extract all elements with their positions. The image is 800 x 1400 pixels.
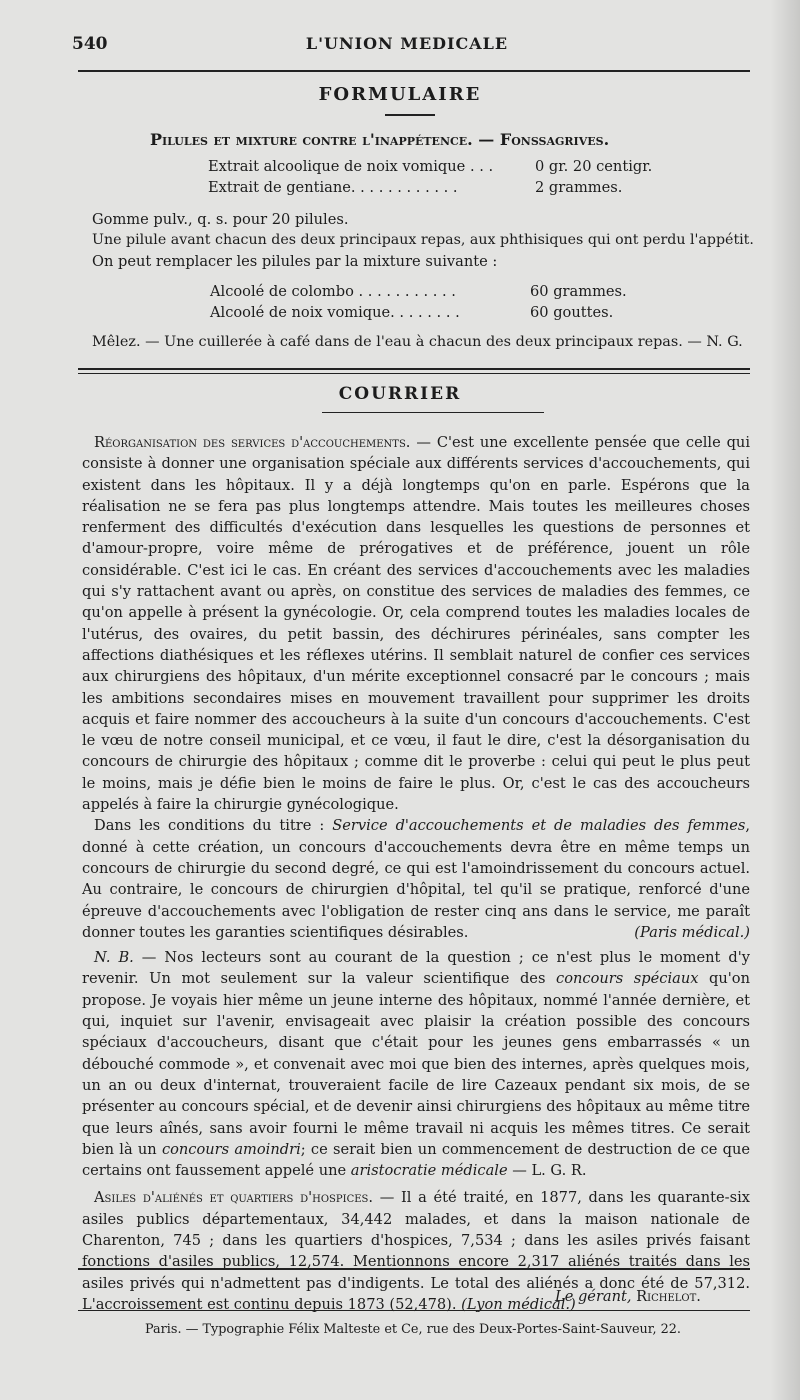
footer-rule-top bbox=[78, 1268, 750, 1270]
recipe1-ingredient: Extrait alcoolique de noix vomique . . . bbox=[208, 158, 494, 175]
asiles-heading: Asiles d'aliénés et quartiers d'hospices. bbox=[94, 1189, 374, 1207]
service-title: Service d'accouchements et de maladies des femmes bbox=[332, 817, 746, 835]
concours-speciaux: concours spéciaux bbox=[556, 970, 699, 988]
section-double-rule-bottom bbox=[78, 373, 750, 374]
pilule-line: Une pilule avant chacun des deux principaux repas, aux phthisiques qui ont perdu l'appétit. bbox=[92, 232, 754, 248]
paragraph-nb bbox=[82, 947, 750, 1181]
recipe1-line-1 bbox=[208, 158, 493, 175]
journal-title: L'UNION MEDICALE bbox=[305, 34, 509, 53]
reorganisation-text: — C'est une excellente pensée que celle qui consiste à donner une organisation spéciale aux différents services d'accouchements, qui existent dans les hôpitaux. Il y a déjà longtemps qu'on en parle. Espérons que la réalisation ne se fera pas plus longtemps attendre. Mais toutes les meilleures choses renferment des difficultés d'exécution dans lesquelles les questions de personnes et d'amour-propre, voire même de prérogatives et de préférence, jouent un rôle considérable. C'est ici le cas. En créant des services d'accouchements avec les maladies qui s'y rattachent avant ou après, on constitue des services de maladies des femmes, ce qu'on appelle à présent la gynécologie. Or, cela comprend toutes les maladies locales de l'utérus, des ovaires, du petit bassin, des déchirures périnéales, sans compter les affections diathésiques et les réflexes utérins. Il semblait naturel de confier ces services aux chirurgiens des hôpitaux, d'un mérite exceptionnel consacré par le concours ; mais les ambitions secondaires mises en mouvement travaillent pour supprimer les droits acquis et faire nommer des accoucheurs à la suite d'un concours d'accouchements. C'est le vœu de notre conseil municipal, et ce vœu, il faut le dire, c'est la désorganisation du concours de chirurgie des hôpitaux ; comme dit le proverbe : celui qui peut le plus peut le moins, mais je défie bien le moins de faire le plus. Or, c'est le cas des accoucheurs appelés à faire la chirurgie gynécologique. bbox=[82, 434, 750, 814]
nb-text-c: ; ce serait bien un commencement de destruction de ce que certains ont faussement appelé une bbox=[82, 1140, 750, 1180]
recipe1-line-2: Extrait de gentiane. . . . . . . . . . . . bbox=[208, 179, 458, 196]
melez-line: Mêlez. — Une cuillerée à café dans de l'eau à chacun des deux principaux repas. — N. G. bbox=[92, 334, 743, 350]
formulaire-title: FORMULAIRE bbox=[318, 84, 482, 105]
recipe2-dose-1: 60 grammes. bbox=[530, 283, 627, 300]
gerant-line bbox=[555, 1288, 701, 1305]
asiles-text: — Il a été traité, en 1877, dans les quarante-six asiles publics départementaux, 34,442 malades, et dans la maison nationale de Charenton, 745 ; dans les quartiers d'hospices, 7,534 ; dans les asiles privés faisant fonctions d'asiles publics, 12,574. Mentionnons encore 2,317 aliénés traités dans les asiles privés qui n'admettent pas d'indigents. Le total des aliénés a donc été de 57,312. L'accroissement est continu depuis 1873 (52,478). bbox=[82, 1189, 750, 1313]
paragraph-reorganisation bbox=[82, 432, 750, 815]
formulaire-title-rule bbox=[385, 114, 435, 116]
concours-amoindri: concours amoindri bbox=[161, 1140, 301, 1158]
courrier-title-rule bbox=[322, 412, 544, 413]
courrier-body bbox=[82, 432, 750, 1315]
page-number: 540 bbox=[72, 34, 108, 54]
conditions-text-b: , donné à cette création, un concours d'accouchements devra être en même temps un concours de chirurgie du second degré, ce qui est l'amoindrissement du concours actuel. Au contraire, le concours de chirurgien d'hôpital, tel qu'il se pratique, renforcé d'une épreuve d'accouchements avec l'obligation de rester cinq ans dans le service, me paraît donner toutes les garanties scientifiques désirables. bbox=[82, 817, 750, 941]
page-edge-shadow bbox=[770, 0, 800, 1400]
footer-rule-bottom bbox=[78, 1310, 750, 1311]
source-paris-medical: (Paris médical.) bbox=[634, 923, 750, 941]
nb-signature: — L. G. R. bbox=[507, 1162, 587, 1180]
recipe2-line-2: Alcoolé de noix vomique. . . . . . . . bbox=[210, 304, 460, 321]
recipe1-dose-1: 0 gr. 20 centigr. bbox=[535, 158, 653, 175]
nb-label: N. B. bbox=[94, 949, 134, 967]
gerant-label: Le gérant, bbox=[555, 1288, 632, 1305]
recipe1-dose-2: 2 grammes. bbox=[535, 179, 623, 196]
courrier-title: COURRIER bbox=[338, 384, 462, 404]
section-double-rule-top bbox=[78, 368, 750, 370]
source-lyon-medical: (Lyon médical.) bbox=[461, 1295, 576, 1313]
nb-text-a: — Nos lecteurs sont au courant de la question ; ce n'est plus le moment d'y revenir. Un mot seulement sur la valeur scientifique des bbox=[82, 949, 750, 988]
running-head bbox=[72, 34, 742, 56]
reorganisation-heading: Réorganisation des services d'accouchements. bbox=[94, 434, 411, 451]
recipe2-dose-2: 60 gouttes. bbox=[530, 304, 614, 321]
mixture-intro: On peut remplacer les pilules par la mixture suivante : bbox=[92, 253, 498, 270]
paragraph-conditions bbox=[82, 815, 750, 943]
conditions-text-a: Dans les conditions du titre : bbox=[94, 817, 333, 835]
printer-imprint: Paris. — Typographie Félix Malteste et Ce, rue des Deux-Portes-Saint-Sauveur, 22. bbox=[145, 1322, 681, 1337]
nb-text-b: qu'on propose. Je voyais hier même un jeune interne des hôpitaux, nommé l'année dernière, et qui, inquiet sur l'avenir, envisageait avec plaisir la création possible des concours spéciaux d'accoucheurs, disant que c'était pour les jeunes gens embarrassés « un débouché commode », et convenait avec moi que bien des internes, après quelques mois, un an ou deux d'internat, trouveraient facile de lire Cazeaux pendant six mois, de se présenter au concours spécial, et de devenir ainsi chirurgiens des hôpitaux au même titre que leurs aînés, sans avoir fourni le même travail ni acquis les mêmes titres. Ce serait bien là un bbox=[82, 970, 750, 1158]
formulaire-subtitle: Pilules et mixture contre l'inappétence. — Fonssagrives. bbox=[150, 130, 610, 149]
header-rule bbox=[78, 70, 750, 72]
gerant-name: Richelot. bbox=[636, 1288, 701, 1305]
gomme-line: Gomme pulv., q. s. pour 20 pilules. bbox=[92, 211, 349, 228]
recipe2-line-1: Alcoolé de colombo . . . . . . . . . . . bbox=[210, 283, 456, 300]
aristocratie-medicale: aristocratie médicale bbox=[350, 1162, 508, 1180]
